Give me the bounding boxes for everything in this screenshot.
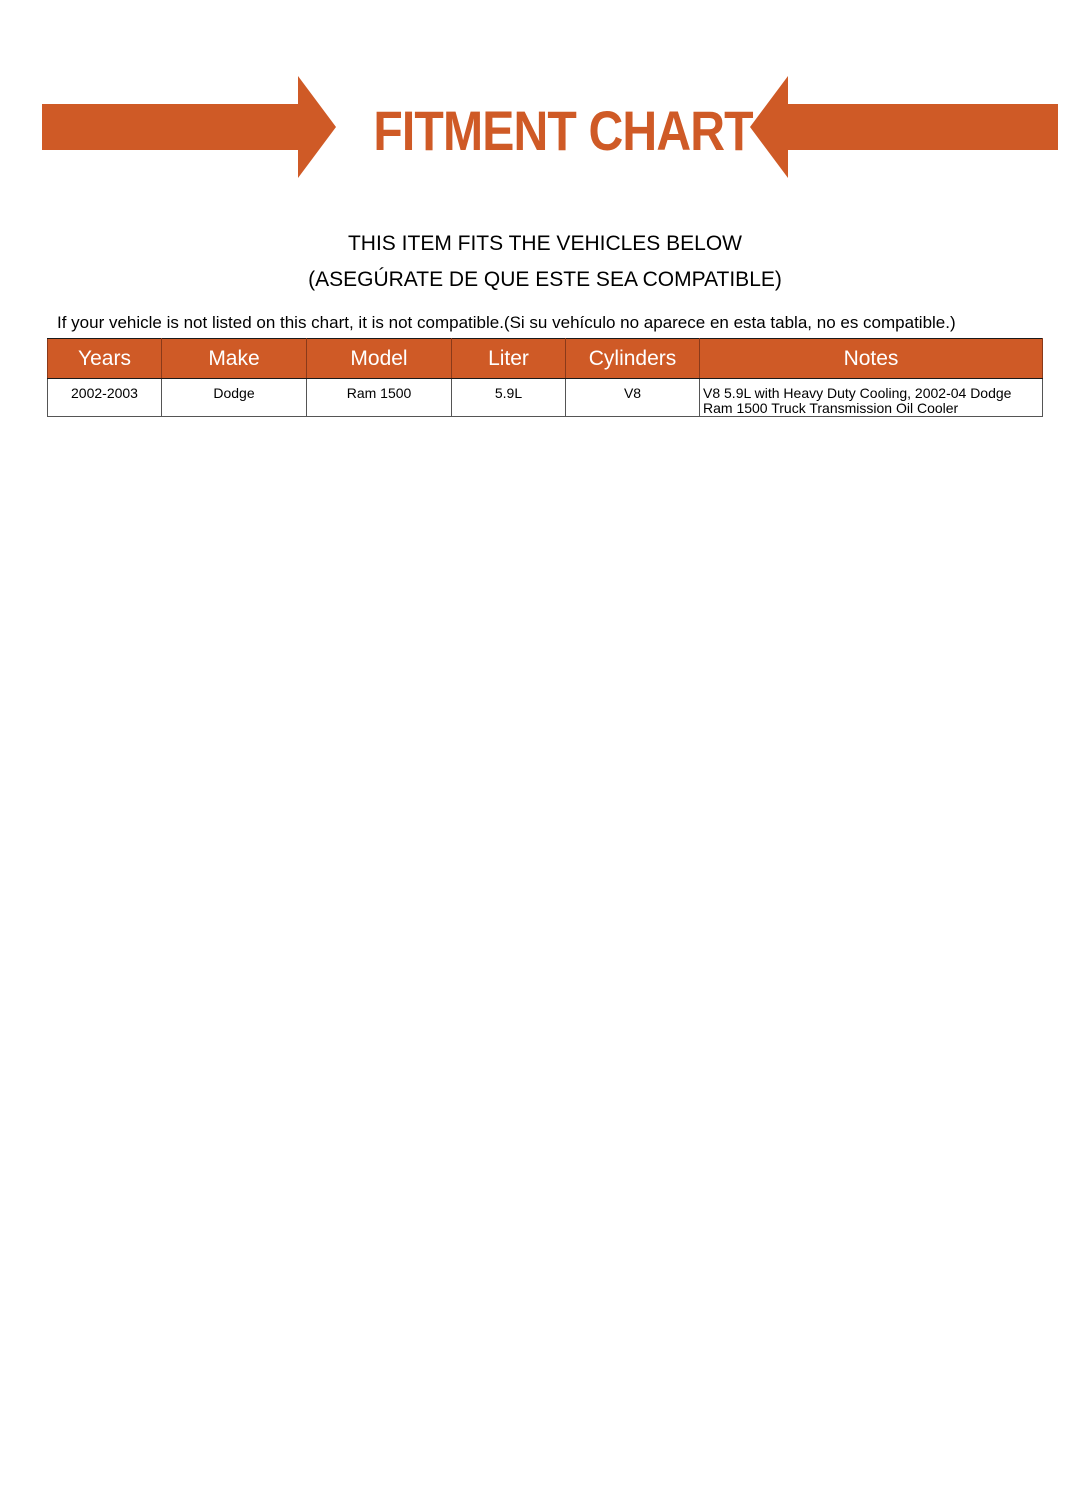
fitment-table [47, 338, 1043, 417]
column-header-years: Years [48, 339, 162, 379]
compatibility-heading-spanish: (ASEGÚRATE DE QUE ESTE SEA COMPATIBLE) [308, 268, 782, 291]
compatibility-notice: If your vehicle is not listed on this chart, it is not compatible.(Si su vehículo no aparece en esta tabla, no es compatible.) [57, 313, 956, 332]
cell-years: 2002-2003 [48, 379, 162, 417]
notes-line-1: V8 5.9L with Heavy Duty Cooling, 2002-04 Dodge [703, 385, 1012, 401]
column-header-liter: Liter [452, 339, 566, 379]
cell-notes [700, 379, 1043, 417]
fits-heading: THIS ITEM FITS THE VEHICLES BELOW [347, 232, 742, 255]
banner-title: FITMENT CHART [373, 99, 753, 162]
column-header-cylinders: Cylinders [566, 339, 700, 379]
cell-cylinders: V8 [566, 379, 700, 417]
arrow-left-icon [750, 76, 1058, 178]
column-header-notes: Notes [700, 339, 1043, 379]
cell-make: Dodge [162, 379, 307, 417]
cell-model: Ram 1500 [307, 379, 452, 417]
fitment-banner [0, 70, 1090, 185]
column-header-model: Model [307, 339, 452, 379]
table-row [48, 379, 1043, 417]
column-header-make: Make [162, 339, 307, 379]
notes-line-2: Ram 1500 Truck Transmission Oil Cooler [703, 400, 959, 416]
arrow-right-icon [42, 76, 336, 178]
table-header-row [48, 339, 1043, 379]
cell-liter: 5.9L [452, 379, 566, 417]
